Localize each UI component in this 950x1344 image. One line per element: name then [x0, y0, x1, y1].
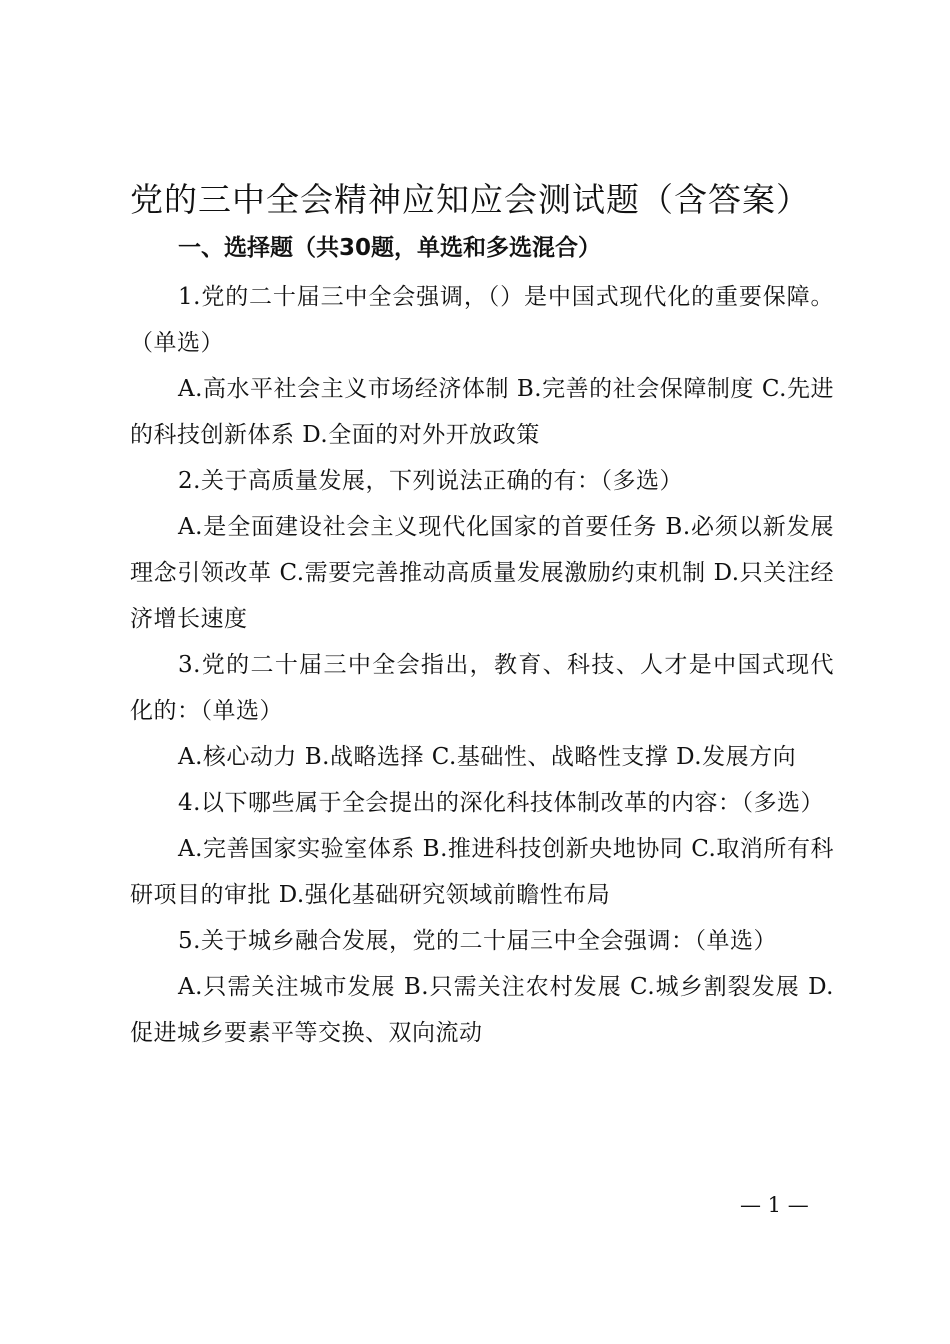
page-number: — 1 — — [740, 1193, 809, 1217]
question-4-options: A.完善国家实验室体系 B.推进科技创新央地协同 C.取消所有科研项目的审批 D.强化基础研究领域前瞻性布局 — [130, 836, 834, 908]
page-title: 党的三中全会精神应知应会测试题（含答案） — [130, 180, 810, 219]
question-5-text: 5.关于城乡融合发展，党的二十届三中全会强调：（单选） — [178, 928, 777, 954]
question-4-text: 4.以下哪些属于全会提出的深化科技体制改革的内容：（多选） — [178, 790, 824, 816]
question-list — [130, 274, 834, 1056]
question-2-text: 2.关于高质量发展，下列说法正确的有：（多选） — [178, 468, 683, 494]
question-2-options: A.是全面建设社会主义现代化国家的首要任务 B.必须以新发展理念引领改革 C.需要完善推动高质量发展激励约束机制 D.只关注经济增长速度 — [130, 514, 834, 632]
section-heading: 一、选择题（共30题，单选和多选混合） — [178, 235, 602, 261]
question-5-options: A.只需关注城市发展 B.只需关注农村发展 C.城乡割裂发展 D.促进城乡要素平等交换、双向流动 — [130, 974, 834, 1046]
question-1-text: 1.党的二十届三中全会强调，（）是中国式现代化的重要保障。（单选） — [130, 284, 834, 356]
question-3-text: 3.党的二十届三中全会指出，教育、科技、人才是中国式现代化的：（单选） — [130, 652, 834, 724]
question-1-options: A.高水平社会主义市场经济体制 B.完善的社会保障制度 C.先进的科技创新体系 D.全面的对外开放政策 — [130, 376, 834, 448]
question-3-options: A.核心动力 B.战略选择 C.基础性、战略性支撑 D.发展方向 — [178, 744, 797, 770]
